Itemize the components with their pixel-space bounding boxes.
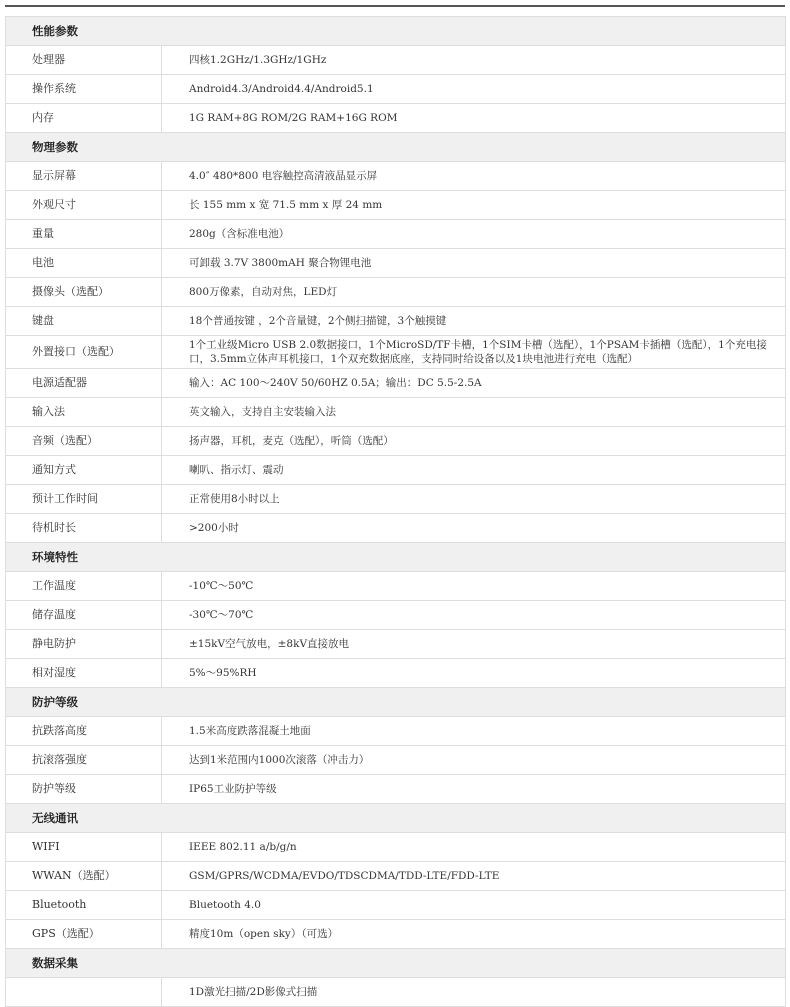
spec-value: 四核1.2GHz/1.3GHz/1GHz <box>162 46 786 75</box>
spec-table <box>5 16 786 1007</box>
spec-value: 输入：AC 100～240V 50/60HZ 0.5A；输出：DC 5.5-2.5A <box>162 369 786 398</box>
table-row <box>6 104 786 133</box>
table-row <box>6 307 786 336</box>
spec-label: 预计工作时间 <box>6 485 162 514</box>
section-title: 性能参数 <box>6 17 786 46</box>
spec-value: 1.5米高度跌落混凝土地面 <box>162 717 786 746</box>
spec-value: 280g（含标准电池） <box>162 220 786 249</box>
table-row <box>6 514 786 543</box>
spec-label: 电池 <box>6 249 162 278</box>
table-row <box>6 485 786 514</box>
table-row <box>6 220 786 249</box>
spec-value: 正常使用8小时以上 <box>162 485 786 514</box>
spec-label: 外置接口（选配） <box>6 336 162 369</box>
spec-label: 输入法 <box>6 398 162 427</box>
section-header-row <box>6 804 786 833</box>
table-row <box>6 191 786 220</box>
table-row <box>6 46 786 75</box>
spec-value: 1个工业级Micro USB 2.0数据接口，1个MicroSD/TF卡槽，1个SIM卡槽（选配），1个PSAM卡插槽（选配），1个充电接口，3.5mm立体声耳机接口，1个双充数据底座，支持同时给设备以及1块电池进行充电（选配） <box>162 336 786 369</box>
top-divider <box>5 5 785 7</box>
spec-label: WWAN（选配） <box>6 862 162 891</box>
spec-label: 音频（选配） <box>6 427 162 456</box>
spec-value: 可卸载 3.7V 3800mAH 聚合物锂电池 <box>162 249 786 278</box>
section-header-row <box>6 133 786 162</box>
spec-value: >200小时 <box>162 514 786 543</box>
spec-value: 精度10m（open sky）（可选） <box>162 920 786 949</box>
table-row <box>6 775 786 804</box>
spec-value: 喇叭、指示灯、震动 <box>162 456 786 485</box>
spec-label: 静电防护 <box>6 630 162 659</box>
table-row <box>6 75 786 104</box>
section-title: 无线通讯 <box>6 804 786 833</box>
spec-label: GPS（选配） <box>6 920 162 949</box>
spec-label: 键盘 <box>6 307 162 336</box>
spec-label: 内存 <box>6 104 162 133</box>
spec-value: 1D激光扫描/2D影像式扫描 <box>162 978 786 1007</box>
spec-label: 待机时长 <box>6 514 162 543</box>
spec-value: 扬声器，耳机，麦克（选配），听筒（选配） <box>162 427 786 456</box>
section-header-row <box>6 949 786 978</box>
table-row <box>6 920 786 949</box>
spec-table-body <box>6 17 786 1007</box>
spec-value: Bluetooth 4.0 <box>162 891 786 920</box>
table-row <box>6 398 786 427</box>
spec-label: 储存温度 <box>6 601 162 630</box>
spec-value: -10℃～50℃ <box>162 572 786 601</box>
spec-label <box>6 978 162 1007</box>
spec-value: 4.0″ 480*800 电容触控高清液晶显示屏 <box>162 162 786 191</box>
section-title: 物理参数 <box>6 133 786 162</box>
spec-label: Bluetooth <box>6 891 162 920</box>
spec-value: 5%～95%RH <box>162 659 786 688</box>
section-header-row <box>6 17 786 46</box>
table-row <box>6 630 786 659</box>
spec-value: 18个普通按键 ，2个音量键，2个侧扫描键，3个触摸键 <box>162 307 786 336</box>
section-header-row <box>6 543 786 572</box>
section-title: 数据采集 <box>6 949 786 978</box>
spec-label: 抗滚落强度 <box>6 746 162 775</box>
table-row <box>6 891 786 920</box>
table-row <box>6 427 786 456</box>
table-row <box>6 336 786 369</box>
section-title: 防护等级 <box>6 688 786 717</box>
spec-value: IP65工业防护等级 <box>162 775 786 804</box>
table-row <box>6 833 786 862</box>
spec-value: IEEE 802.11 a/b/g/n <box>162 833 786 862</box>
table-row <box>6 249 786 278</box>
table-row <box>6 746 786 775</box>
table-row <box>6 717 786 746</box>
spec-label: 处理器 <box>6 46 162 75</box>
section-title: 环境特性 <box>6 543 786 572</box>
spec-label: 通知方式 <box>6 456 162 485</box>
spec-value: GSM/GPRS/WCDMA/EVDO/TDSCDMA/TDD-LTE/FDD-LTE <box>162 862 786 891</box>
spec-value: 800万像素，自动对焦，LED灯 <box>162 278 786 307</box>
spec-label: 操作系统 <box>6 75 162 104</box>
spec-value: 1G RAM+8G ROM/2G RAM+16G ROM <box>162 104 786 133</box>
spec-value: ±15kV空气放电，±8kV直接放电 <box>162 630 786 659</box>
spec-label: WIFI <box>6 833 162 862</box>
spec-value: 长 155 mm x 宽 71.5 mm x 厚 24 mm <box>162 191 786 220</box>
section-header-row <box>6 688 786 717</box>
table-row <box>6 369 786 398</box>
table-row <box>6 572 786 601</box>
spec-label: 防护等级 <box>6 775 162 804</box>
spec-value: 英文输入，支持自主安装输入法 <box>162 398 786 427</box>
spec-label: 外观尺寸 <box>6 191 162 220</box>
spec-label: 抗跌落高度 <box>6 717 162 746</box>
spec-label: 电源适配器 <box>6 369 162 398</box>
spec-label: 相对湿度 <box>6 659 162 688</box>
table-row <box>6 862 786 891</box>
spec-label: 摄像头（选配） <box>6 278 162 307</box>
spec-value: -30℃～70℃ <box>162 601 786 630</box>
spec-value: 达到1米范围内1000次滚落（冲击力） <box>162 746 786 775</box>
table-row <box>6 601 786 630</box>
table-row <box>6 978 786 1007</box>
spec-label: 工作温度 <box>6 572 162 601</box>
spec-value: Android4.3/Android4.4/Android5.1 <box>162 75 786 104</box>
table-row <box>6 278 786 307</box>
table-row <box>6 659 786 688</box>
table-row <box>6 456 786 485</box>
spec-label: 重量 <box>6 220 162 249</box>
spec-label: 显示屏幕 <box>6 162 162 191</box>
table-row <box>6 162 786 191</box>
